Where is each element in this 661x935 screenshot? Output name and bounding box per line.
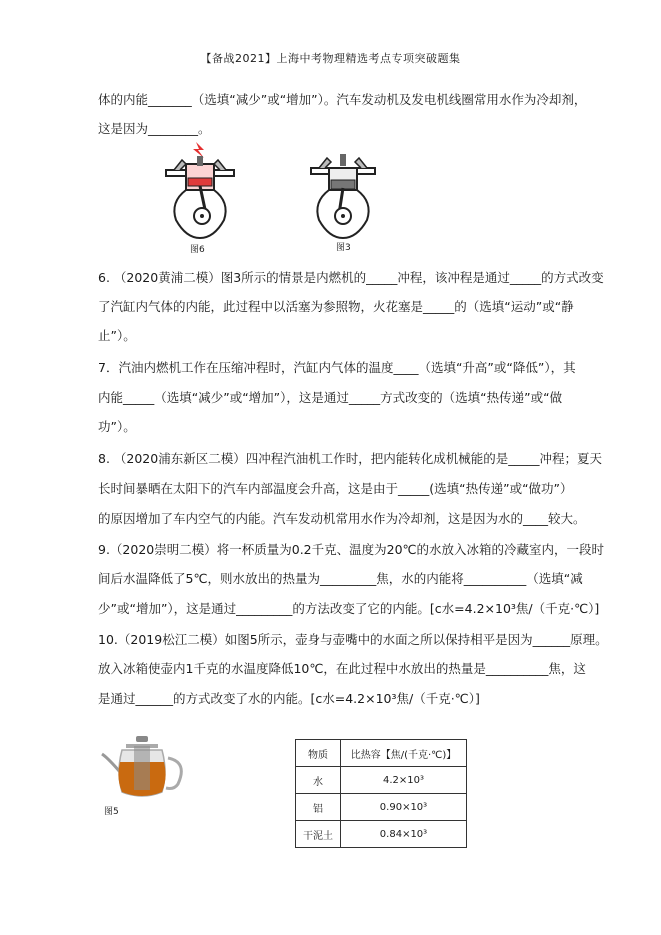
teapot-figure-5 — [98, 732, 190, 822]
text-line: 6. （2020黄浦二模）图3所示的情景是内燃机的_____冲程，该冲程是通过_____的方式改变 — [98, 270, 604, 285]
text-line: 7．汽油内燃机工作在压缩冲程时，汽缸内气体的温度____（选填“升高”或“降低”），其 — [98, 360, 576, 375]
text-line: 长时间暴晒在太阳下的汽车内部温度会升高，这是由于_____(选填“热传递”或“做功”） — [98, 481, 573, 496]
engine-cylinder-icon — [303, 150, 383, 240]
text-line: 功”）。 — [98, 419, 136, 434]
table-cell: 干泥土 — [296, 821, 341, 848]
text-line: 体的内能_______（选填“减少”或“增加”）。汽车发动机及发电机线圈常用水作为冷却剂， — [98, 92, 587, 107]
text-line: 止”）。 — [98, 328, 136, 343]
teapot-icon — [98, 732, 190, 800]
table-header-row — [296, 740, 467, 767]
text-line: 少”或“增加”），这是通过_________的方法改变了它的内能。[c水=4.2×10³焦/（千克·℃）] — [98, 601, 600, 616]
table-row — [296, 794, 467, 821]
text-line: 内能_____（选填“减少”或“增加”），这是通过_____方式改变的（选填“热传递”或“做 — [98, 390, 563, 405]
specific-heat-table — [295, 739, 467, 848]
engine-figure-6 — [160, 140, 240, 255]
text-line: 放入冰箱使壶内1千克的水温度降低10℃，在此过程中水放出的热量是__________焦，这 — [98, 661, 586, 676]
text-line: 这是因为________。 — [98, 121, 211, 136]
table-header-cell: 物质 — [296, 740, 341, 767]
engine-spark-icon — [160, 140, 240, 240]
text-line: 是通过______的方式改变了水的内能。[c水=4.2×10³焦/（千克·℃）] — [98, 691, 480, 706]
table-cell: 铝 — [296, 794, 341, 821]
text-line: 的原因增加了车内空气的内能。汽车发动机常用水作为冷却剂，这是因为水的____较大。 — [98, 511, 586, 526]
table-cell: 水 — [296, 767, 341, 794]
table-cell: 0.84×10³ — [341, 821, 467, 848]
text-line: 了汽缸内气体的内能，此过程中以活塞为参照物，火花塞是_____的（选填“运动”或“静 — [98, 299, 574, 314]
page-header: 【备战2021】上海中考物理精选考点专项突破题集 — [200, 52, 461, 65]
table-cell: 0.90×10³ — [341, 794, 467, 821]
engine-figure-3 — [303, 150, 383, 253]
table-cell: 4.2×10³ — [341, 767, 467, 794]
text-line: 10.（2019松江二模）如图5所示，壶身与壶嘴中的水面之所以保持相平是因为______原理。 — [98, 632, 608, 647]
table-header-cell: 比热容【焦/(千克·℃)】 — [341, 740, 467, 767]
figure-6-caption: 图6 — [190, 245, 205, 255]
figure-3-caption: 图3 — [336, 243, 351, 253]
table-row — [296, 767, 467, 794]
text-line: 8. （2020浦东新区二模）四冲程汽油机工作时，把内能转化成机械能的是_____冲程；夏天 — [98, 451, 602, 466]
text-line: 间后水温降低了5℃，则水放出的热量为_________焦，水的内能将__________（选填“减 — [98, 571, 583, 586]
figure-5-caption: 图5 — [104, 807, 119, 817]
text-line: 9.（2020崇明二模）将一杯质量为0.2千克、温度为20℃的水放入冰箱的冷藏室内，一段时 — [98, 542, 605, 557]
table-row — [296, 821, 467, 848]
